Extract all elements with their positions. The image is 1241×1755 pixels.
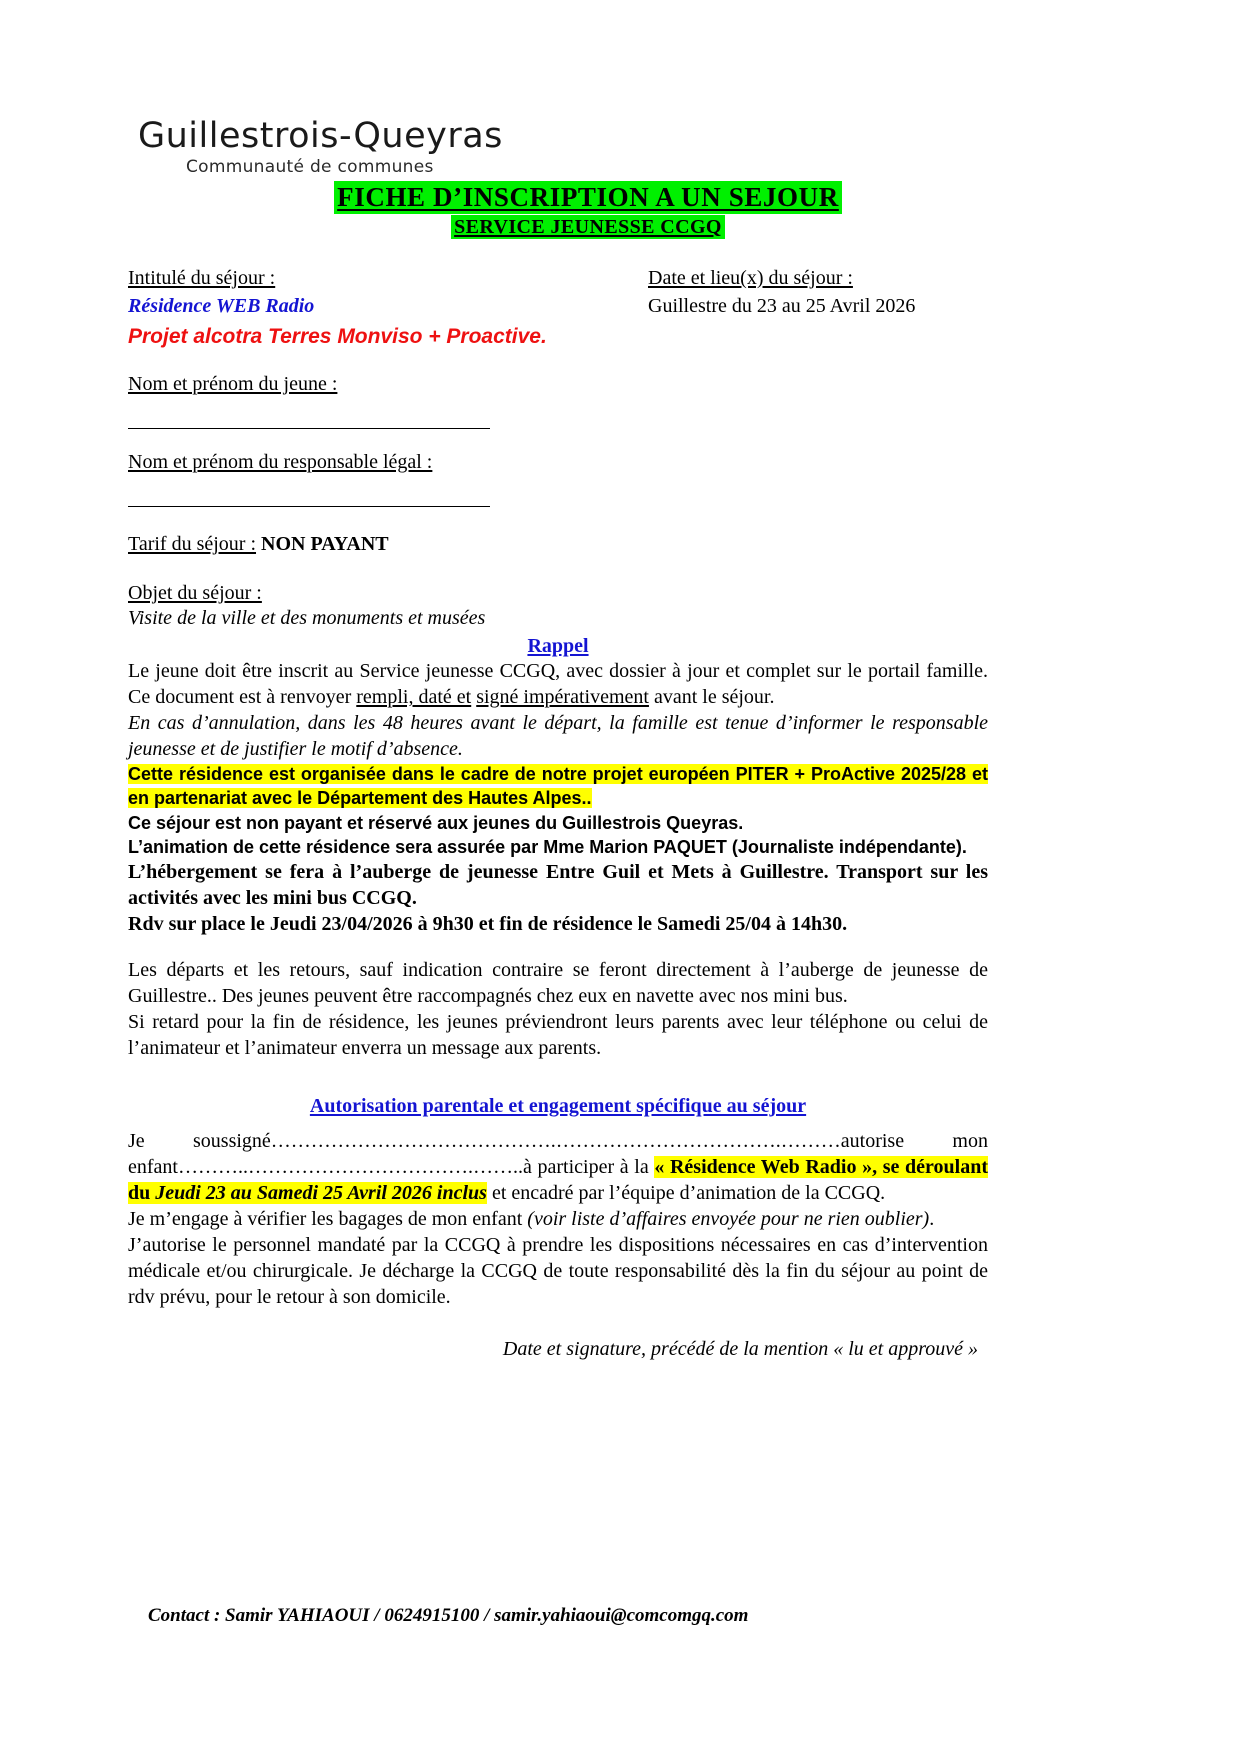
reminder-heading-row	[128, 635, 988, 658]
reminder-paragraph-4: Ce séjour est non payant et réservé aux jeunes du Guillestrois Queyras.	[128, 812, 744, 833]
auth-p2-part-b: .	[929, 1208, 935, 1231]
stay-date-label	[648, 265, 988, 292]
youth-name-label-text: Nom et prénom du jeune :	[128, 373, 338, 396]
purpose-block	[128, 582, 988, 632]
price-row	[128, 533, 988, 556]
auth-p1-highlight-dates: Jeudi 23 au Samedi 25 Avril 2026 inclus	[155, 1182, 487, 1205]
purpose-value: Visite de la ville et des monuments et musées	[128, 607, 486, 630]
auth-p2-part-a: Je m’engage à vérifier les bagages de mon enfant	[128, 1208, 528, 1231]
purpose-label: Objet du séjour :	[128, 582, 262, 605]
page-subtitle: SERVICE JEUNESSE CCGQ	[451, 215, 725, 239]
spacer-2	[128, 1118, 988, 1128]
auth-p1-part-b: autorise mon enfant………..…………………………….……..	[128, 1130, 988, 1179]
reminder-paragraph-2: En cas d’annulation, dans les 48 heures avant le départ, la famille est tenue d’informer le responsable jeunesse et de justifier le motif d’absence.	[128, 712, 988, 761]
reminder-paragraph-1	[128, 658, 988, 710]
auth-p1-part-a: Je soussigné…………………………………….…………………………….………	[128, 1130, 841, 1153]
reminder-p3-highlighted: Cette résidence est organisée dans le cadre de notre projet européen PITER + ProActive 2025/28 et en partenariat avec le Département des Hautes Alpes..	[128, 764, 988, 809]
guardian-name-label-text: Nom et prénom du responsable légal :	[128, 451, 433, 474]
logo-title: Guillestrois-Queyras	[138, 116, 503, 156]
meta-left-column	[128, 265, 648, 351]
reminder-heading: Rappel	[527, 635, 589, 658]
stay-title-value-secondary: Projet alcotra Terres Monviso + Proactive.	[128, 324, 547, 348]
meta-right-column	[648, 265, 988, 351]
footer-contact: Contact : Samir YAHIAOUI / 0624915100 / samir.yahiaoui@comcomgq.com	[148, 1605, 749, 1626]
price-label: Tarif du séjour :	[128, 533, 257, 556]
authorization-heading: Autorisation parentale et engagement spécifique au séjour	[309, 1095, 807, 1118]
reminder-paragraph-8: Les départs et les retours, sauf indication contraire se feront directement à l’auberge de jeunesse de Guillestre.. Des jeunes peuvent être raccompagnés chez eux en navette avec nos mini bus.	[128, 959, 988, 1008]
reminder-p1-part-c: avant le séjour.	[648, 686, 775, 709]
reminder-p1-part-a: Le jeune doit être inscrit au Service jeunesse CCGQ, avec dossier à jour et complet sur le portail famille. Ce document est à renvoyer	[128, 660, 988, 709]
guardian-name-input[interactable]	[128, 480, 490, 507]
authorization-heading-row	[128, 1095, 988, 1118]
auth-p2-italic: (voir liste d’affaires envoyée pour ne rien oublier)	[527, 1208, 930, 1231]
spacer-1	[128, 937, 988, 957]
guardian-name-field	[128, 451, 988, 507]
stay-title-label	[128, 265, 648, 292]
document-subtitle-row	[188, 215, 988, 239]
youth-name-label	[128, 373, 988, 396]
document-content	[128, 118, 988, 1361]
authorization-paragraph-2	[128, 1206, 988, 1232]
reminder-paragraph-9: Si retard pour la fin de résidence, les jeunes préviendront leurs parents avec leur téléphone ou celui de l’animateur et l’animateur enverra un message aux parents.	[128, 1011, 988, 1060]
signature-note: Date et signature, précédé de la mention « lu et approuvé »	[502, 1338, 978, 1361]
youth-name-field	[128, 373, 988, 429]
price-value: NON PAYANT	[261, 533, 389, 556]
page-title: FICHE D’INSCRIPTION A UN SEJOUR	[334, 181, 842, 214]
meta-section	[128, 265, 988, 351]
authorization-paragraph-1	[128, 1128, 988, 1206]
reminder-paragraph-6: L’hébergement se fera à l’auberge de jeunesse Entre Guil et Mets à Guillestre. Transport sur les activités avec les mini bus CCGQ.	[128, 861, 988, 910]
reminder-paragraph-3	[128, 762, 988, 811]
auth-p1-part-d: et encadré par l’équipe d’animation de la CCGQ.	[486, 1182, 886, 1205]
logo-tagline: Communauté de communes	[186, 156, 434, 177]
guardian-name-label	[128, 451, 988, 474]
reminder-p1-underline-2: signé impérativement	[476, 686, 649, 709]
authorization-paragraph-3: J’autorise le personnel mandaté par la CCGQ à prendre les dispositions nécessaires en cas d’intervention médicale et/ou chirurgicale. Je décharge la CCGQ de toute responsabilité dès la fin du séjour au point de rdv prévu, pour le retour à son domicile.	[128, 1234, 988, 1309]
stay-date-label-text: Date et lieu(x) du séjour :	[648, 266, 853, 289]
reminder-paragraph-5: L’animation de cette résidence sera assurée par Mme Marion PAQUET (Journaliste indépendante).	[128, 836, 967, 857]
stay-title-label-text: Intitulé du séjour :	[128, 266, 276, 289]
stay-date-value: Guillestre du 23 au 25 Avril 2026	[648, 294, 916, 317]
auth-p1-part-c: à participer à la	[522, 1156, 655, 1179]
auth-p1-highlight-text: « Résidence Web Radio », se déroulant du	[128, 1156, 988, 1205]
stay-title-value-primary: Résidence WEB Radio	[128, 294, 315, 317]
reminder-paragraph-7: Rdv sur place le Jeudi 23/04/2026 à 9h30 et fin de résidence le Samedi 25/04 à 14h30.	[128, 913, 848, 936]
youth-name-input[interactable]	[128, 402, 490, 429]
document-title-row	[188, 181, 988, 214]
logo	[138, 118, 988, 177]
reminder-p1-underline-1: rempli, daté et	[356, 686, 472, 709]
